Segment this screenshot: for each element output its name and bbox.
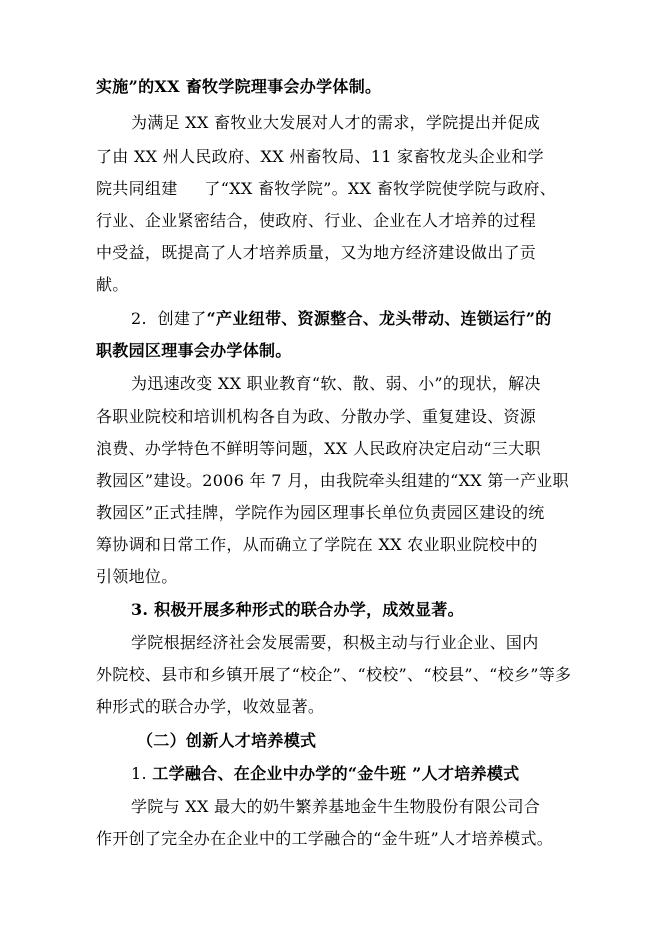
paragraph-line — [131, 373, 611, 395]
body-text: 院共同组建 了“XX 畜牧学院”。XX 畜牧学院使学院与政府、 — [96, 179, 557, 198]
heading-text: （二）创新人才培养模式 — [137, 731, 317, 750]
body-text: 各职业院校和培训机构各自为政、分散办学、重复建设、资源 — [96, 407, 537, 426]
body-text: 教园区”建设。2006 年 7 月，由我院牵头组建的“XX 第一产业职 — [96, 471, 569, 490]
paragraph-line — [96, 178, 576, 200]
heading-number: 2. 创建了 — [131, 309, 207, 328]
paragraph-line — [96, 566, 576, 588]
body-text: 筹协调和日常工作，从而确立了学院在 XX 农业职业院校中的 — [96, 535, 538, 554]
body-text: 学院与 XX 最大的奶牛繁养基地金牛生物股份有限公司合 — [131, 797, 541, 816]
heading-number: 1. — [131, 764, 153, 783]
body-text: 为迅速改变 XX 职业教育“软、散、弱、小”的现状，解决 — [131, 374, 541, 393]
paragraph-line — [96, 828, 576, 850]
paragraph-line — [96, 696, 576, 718]
paragraph-line — [96, 274, 576, 296]
paragraph-line — [96, 502, 576, 524]
body-text: 行业、企业紧密结合，使政府、行业、企业在人才培养的过程 — [96, 211, 537, 230]
body-text: 引领地位。 — [96, 567, 178, 586]
body-text: 中受益，既提高了人才培养质量，又为地方经济建设做出了贡 — [96, 243, 537, 262]
body-text: 作开创了完全办在企业中的工学融合的“金牛班”人才培养模式。 — [96, 829, 554, 848]
body-text: 了由 XX 州人民政府、XX 州畜牧局、11 家畜牧龙头企业和学 — [96, 147, 544, 166]
section-heading-continuation — [96, 340, 576, 362]
paragraph-line — [96, 210, 576, 232]
heading-continuation: 实施”的XX 畜牧学院理事会办学体制。 — [96, 77, 382, 96]
body-text: 外院校、县市和乡镇开展了“校企”、“校校”、“校县”、“校乡”等多 — [96, 665, 572, 684]
body-text: 学院根据经济社会发展需要，积极主动与行业企业、国内 — [131, 633, 539, 652]
paragraph-line — [96, 438, 576, 460]
paragraph-line — [96, 242, 576, 264]
heading-text: 工学融合、在企业中办学的“金牛班 ”人才培养模式 — [152, 764, 520, 783]
paragraph-line — [131, 112, 611, 134]
heading-text: 职教园区理事会办学体制。 — [96, 341, 292, 360]
body-text: 为满足 XX 畜牧业大发展对人才的需求，学院提出并促成 — [131, 113, 541, 132]
section-heading — [131, 599, 611, 621]
subsection-heading — [137, 730, 617, 752]
heading-text: 3. 积极开展多种形式的联合办学，成效显著。 — [131, 600, 464, 619]
paragraph-line — [96, 406, 576, 428]
paragraph-line — [131, 796, 611, 818]
section-heading — [131, 763, 611, 785]
body-text: 献。 — [96, 275, 129, 294]
paragraph-line — [96, 470, 576, 492]
paragraph-line — [96, 146, 576, 168]
section-heading — [131, 308, 611, 330]
paragraph-line — [131, 632, 611, 654]
body-text: 教园区”正式挂牌，学院作为园区理事长单位负责园区建设的统 — [96, 503, 545, 522]
heading-text: “产业纽带、资源整合、龙头带动、连锁运行”的 — [206, 309, 552, 328]
paragraph-line — [96, 76, 576, 98]
body-text: 种形式的联合办学，收效显著。 — [96, 697, 325, 716]
paragraph-line — [96, 664, 576, 686]
body-text: 浪费、办学特色不鲜明等问题，XX 人民政府决定启动“三大职 — [96, 439, 541, 458]
paragraph-line — [96, 534, 576, 556]
